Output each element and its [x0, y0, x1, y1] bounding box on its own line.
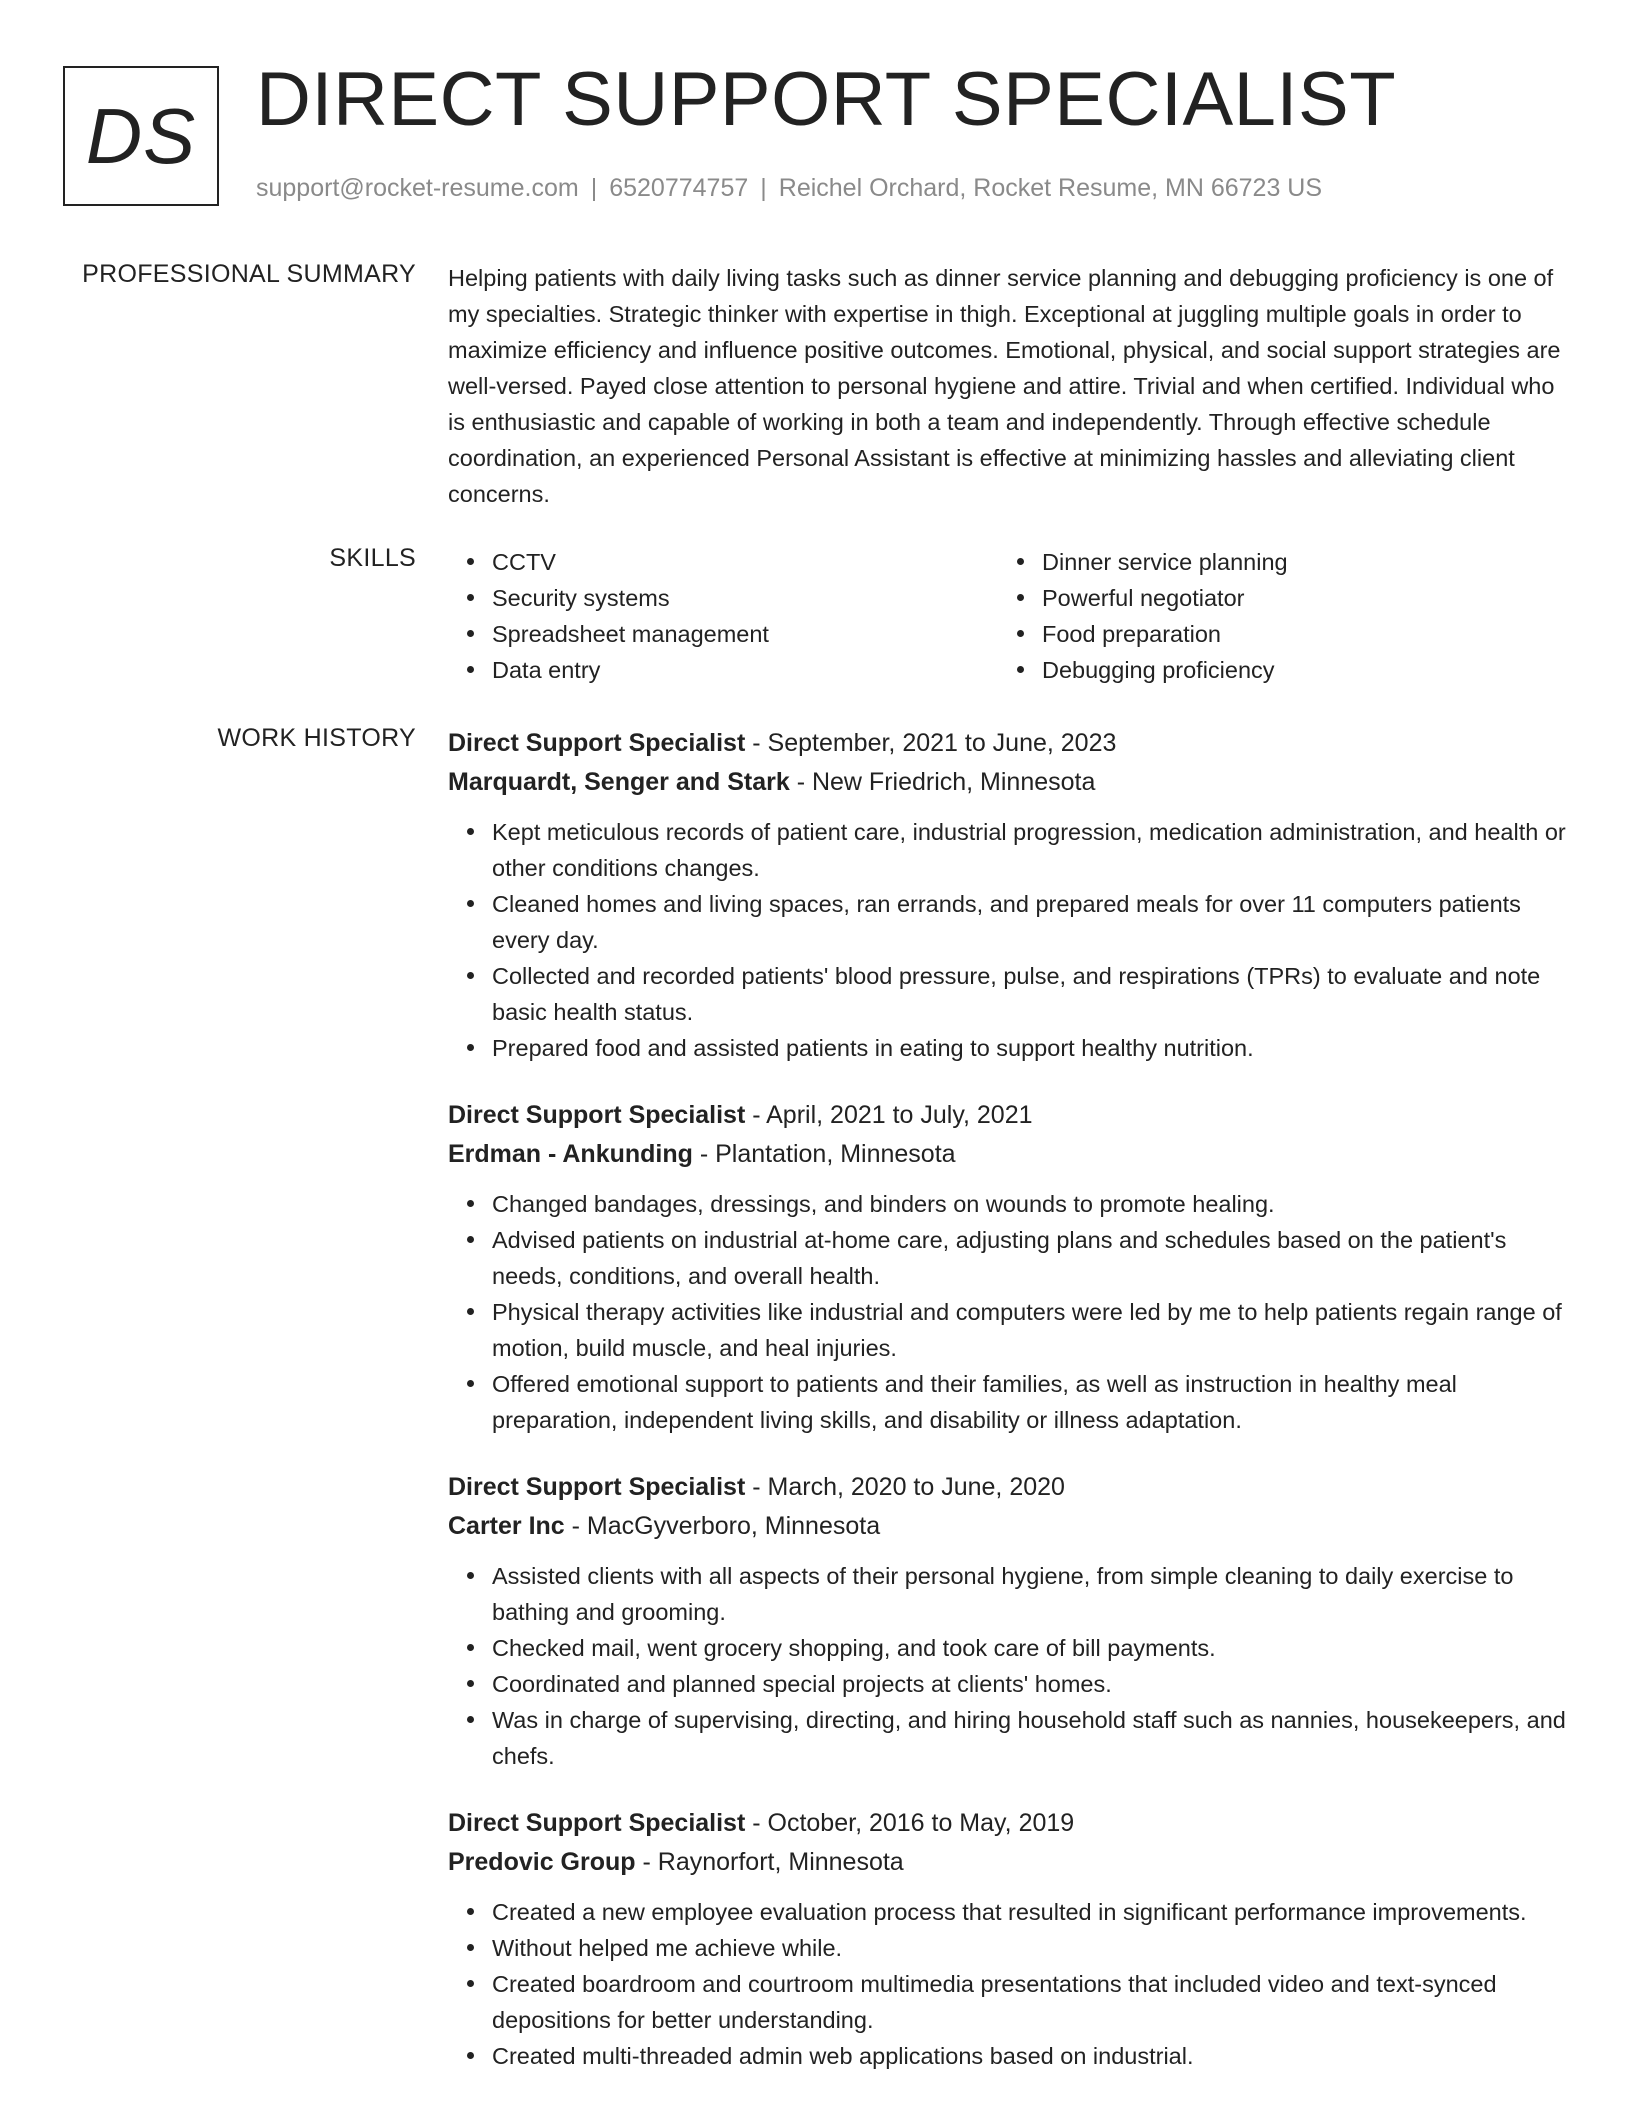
job-location: - New Friedrich, Minnesota [789, 768, 1096, 796]
skill-item: Debugging proficiency [1042, 652, 1548, 688]
work-history-list [448, 724, 1568, 2104]
skill-item: Security systems [492, 580, 998, 616]
job-title-line [448, 724, 1568, 763]
page-title: DIRECT SUPPORT SPECIALIST [256, 57, 1397, 142]
address-text: Reichel Orchard, Rocket Resume, MN 66723 US [778, 174, 1323, 202]
job-duty-item: Was in charge of supervising, directing, and hiring household staff such as nannies, housekeepers, and chefs. [492, 1702, 1568, 1774]
job-duties-list [448, 1894, 1568, 2074]
job-duties-list [448, 814, 1568, 1066]
skills-heading: SKILLS [329, 544, 416, 572]
job-duty-item: Created boardroom and courtroom multimedia presentations that included video and text-synced depositions for better understanding. [492, 1966, 1568, 2038]
contact-line [256, 174, 1322, 203]
job-title: Direct Support Specialist [448, 1101, 746, 1129]
job-title-line [448, 1468, 1568, 1507]
skill-item: CCTV [492, 544, 998, 580]
summary-body [448, 260, 1568, 512]
job-dates: - September, 2021 to June, 2023 [745, 729, 1117, 757]
job-title: Direct Support Specialist [448, 1809, 746, 1837]
job-duty-item: Offered emotional support to patients and their families, as well as instruction in healthy meal preparation, independent living skills, and disability or illness adaptation. [492, 1366, 1568, 1438]
job-duty-item: Coordinated and planned special projects at clients' homes. [492, 1666, 1568, 1702]
job-company-line [448, 763, 1568, 802]
job-company: Marquardt, Senger and Stark [448, 768, 790, 796]
job-duty-item: Advised patients on industrial at-home care, adjusting plans and schedules based on the patient's needs, conditions, and overall health. [492, 1222, 1568, 1294]
job-company-line [448, 1843, 1568, 1882]
job-location: - Plantation, Minnesota [692, 1140, 956, 1168]
contact-separator: | [590, 174, 598, 202]
job-duty-item: Checked mail, went grocery shopping, and took care of bill payments. [492, 1630, 1568, 1666]
job-duty-item: Assisted clients with all aspects of their personal hygiene, from simple cleaning to daily exercise to bathing and grooming. [492, 1558, 1568, 1630]
job-location: - Raynorfort, Minnesota [635, 1848, 904, 1876]
job-company: Erdman - Ankunding [448, 1140, 693, 1168]
skill-item: Food preparation [1042, 616, 1548, 652]
job-title: Direct Support Specialist [448, 729, 746, 757]
job-company: Carter Inc [448, 1512, 565, 1540]
job-duty-item: Cleaned homes and living spaces, ran errands, and prepared meals for over 11 computers patients every day. [492, 886, 1568, 958]
skill-item: Data entry [492, 652, 998, 688]
job-duties-list [448, 1558, 1568, 1774]
job-dates: - April, 2021 to July, 2021 [745, 1101, 1033, 1129]
job-duty-item: Collected and recorded patients' blood pressure, pulse, and respirations (TPRs) to evaluate and note basic health status. [492, 958, 1568, 1030]
email-text: support@rocket-resume.com [256, 174, 579, 202]
job-entry [448, 724, 1568, 1066]
skills-grid [448, 544, 1568, 688]
skill-item: Dinner service planning [1042, 544, 1548, 580]
job-title-line [448, 1804, 1568, 1843]
job-title-line [448, 1096, 1568, 1135]
job-title: Direct Support Specialist [448, 1473, 746, 1501]
skills-list-right [998, 544, 1548, 688]
job-dates: - March, 2020 to June, 2020 [745, 1473, 1065, 1501]
job-duty-item: Created a new employee evaluation process that resulted in significant performance improvements. [492, 1894, 1568, 1930]
job-duties-list [448, 1186, 1568, 1438]
contact-separator: | [760, 174, 767, 202]
work-history-heading: WORK HISTORY [217, 724, 416, 752]
skills-list-left [448, 544, 998, 688]
job-duty-item: Kept meticulous records of patient care, industrial progression, medication administration, and health or other conditions changes. [492, 814, 1568, 886]
job-duty-item: Without helped me achieve while. [492, 1930, 1568, 1966]
job-company-line [448, 1507, 1568, 1546]
job-entry [448, 1096, 1568, 1438]
summary-text: Helping patients with daily living tasks such as dinner service planning and debugging proficiency is one of my specialties. Strategic thinker with expertise in thigh. Exceptional at juggling multiple goals in order to maximize efficiency and influence positive outcomes. Emotional, physical, and social support strategies are well-versed. Payed close attention to personal hygiene and attire. Trivial and when certified. Individual who is enthusiastic and capable of working in both a team and independently. Through effective schedule coordination, an experienced Personal Assistant is effective at minimizing hassles and alleviating client concerns. [448, 265, 1561, 507]
job-duty-item: Prepared food and assisted patients in eating to support healthy nutrition. [492, 1030, 1568, 1066]
job-dates: - October, 2016 to May, 2019 [745, 1809, 1075, 1837]
job-duty-item: Physical therapy activities like industrial and computers were led by me to help patients regain range of motion, build muscle, and heal injuries. [492, 1294, 1568, 1366]
summary-heading: PROFESSIONAL SUMMARY [82, 260, 416, 288]
job-entry [448, 1804, 1568, 2074]
phone-text: 6520774757 [609, 174, 749, 202]
skill-item: Spreadsheet management [492, 616, 998, 652]
job-location: - MacGyverboro, Minnesota [564, 1512, 881, 1540]
job-entry [448, 1468, 1568, 1774]
monogram-badge: DS [63, 66, 219, 206]
skill-item: Powerful negotiator [1042, 580, 1548, 616]
job-company-line [448, 1135, 1568, 1174]
job-duty-item: Created multi-threaded admin web applications based on industrial. [492, 2038, 1568, 2074]
job-company: Predovic Group [448, 1848, 636, 1876]
job-duty-item: Changed bandages, dressings, and binders on wounds to promote healing. [492, 1186, 1568, 1222]
